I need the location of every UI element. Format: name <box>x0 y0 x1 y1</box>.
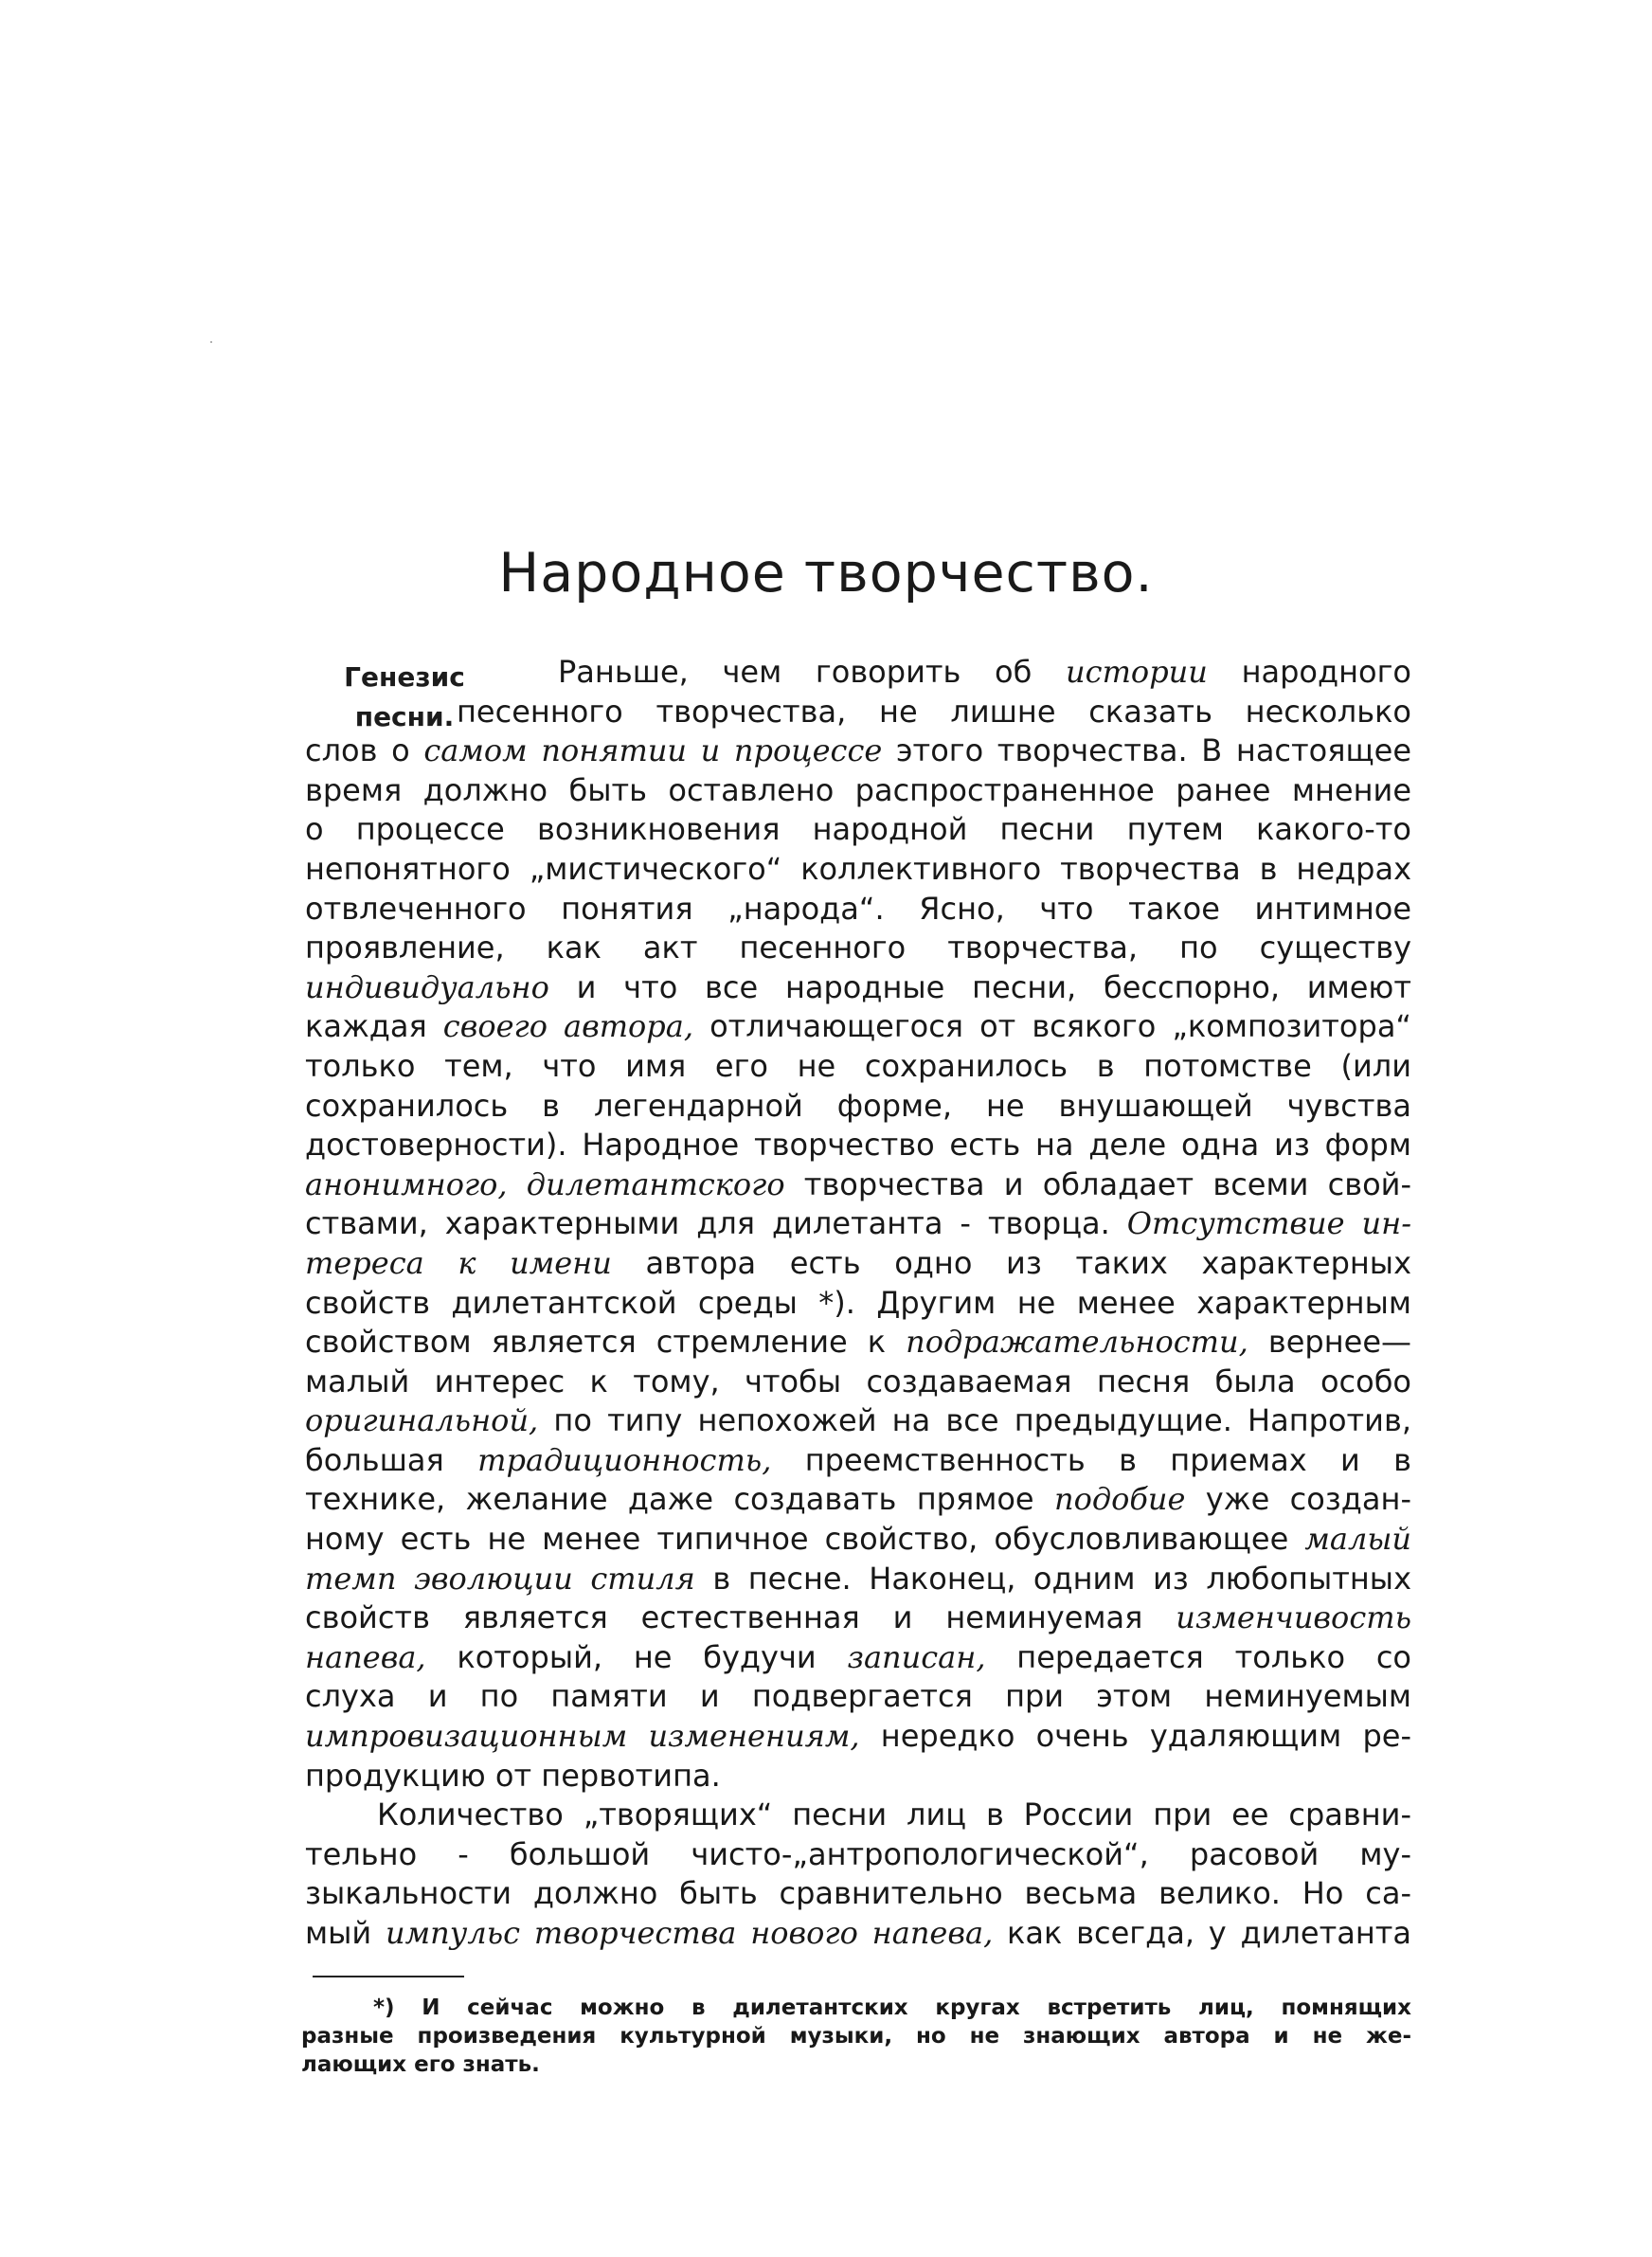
margin-note-line: песни. <box>354 701 455 732</box>
text-line: тельно - большой чисто-„антропологической“, расовой му- <box>305 1835 1411 1872</box>
text-line: анонимного, дилетантского творчества и обладает всеми свой- <box>305 1165 1412 1202</box>
text-line: большая традиционность, преемственность в приемах и в <box>305 1441 1412 1478</box>
text-line: свойством является стремление к подражательности, вернее— <box>305 1324 1412 1361</box>
footnote-line: лающих его знать. <box>301 2052 540 2077</box>
text-line: продукцию от первотипа. <box>305 1757 721 1794</box>
scan-speck <box>210 341 212 343</box>
text-line: зыкальности должно быть сравнительно весьма велико. Но са- <box>305 1875 1411 1912</box>
text-line: слов о самом понятии и процессе этого творчества. В настоящее <box>305 732 1412 769</box>
text-line: мый импульс творчества нового напева, как всегда, у дилетанта <box>305 1915 1412 1951</box>
footnote-divider <box>313 1976 464 1977</box>
text-line: импровизационным изменениям, нередко очень удаляющим ре- <box>305 1718 1412 1755</box>
text-line: слуха и по памяти и подвергается при этом неминуемым <box>305 1678 1411 1715</box>
text-line: сохранилось в легендарной форме, не внушающей чувства <box>305 1087 1411 1124</box>
text-line: свойств дилетантской среды *). Другим не менее характерным <box>305 1284 1411 1321</box>
text-line: Раньше, чем говорить об истории народного <box>558 654 1412 690</box>
text-line: тереса к имени автора есть одно из таких характерных <box>305 1244 1412 1281</box>
text-line: свойств является естественная и неминуемая изменчивость <box>305 1599 1411 1636</box>
footnote-line: *) И сейчас можно в дилетантских кругах встретить лиц, помнящих <box>373 1995 1411 2020</box>
text-line: Количество „творящих“ песни лиц в России при ее сравни- <box>377 1797 1411 1833</box>
text-line: непонятного „мистического“ коллективного творчества в недрах <box>305 850 1411 887</box>
text-line: каждая своего автора, отличающегося от всякого „композитора“ <box>305 1008 1412 1045</box>
text-line: песенного творчества, не лишне сказать несколько <box>457 693 1411 730</box>
text-line: оригинальной, по типу непохожей на все предыдущие. Напротив, <box>305 1402 1411 1439</box>
chapter-title: Народное творчество. <box>498 542 1154 605</box>
text-line: о процессе возникновения народной песни путем какого-то <box>305 811 1411 848</box>
text-line: ствами, характерными для дилетанта - творца. Отсутствие ин- <box>305 1205 1412 1242</box>
text-line: темп эволюции стиля в песне. Наконец, одним из любопытных <box>305 1560 1412 1597</box>
text-line: технике, желание даже создавать прямое подобие уже создан- <box>305 1481 1412 1518</box>
text-line: время должно быть оставлено распространенное ранее мнение <box>305 771 1411 808</box>
text-line: напева, который, не будучи записан, передается только со <box>305 1638 1411 1675</box>
main-text <box>305 653 1411 1954</box>
text-line: малый интерес к тому, чтобы создаваемая песня была особо <box>305 1363 1411 1399</box>
footnote <box>301 1994 1411 2079</box>
margin-note-line: Генезис <box>344 661 465 693</box>
text-line: только тем, что имя его не сохранилось в потомстве (или <box>305 1047 1411 1084</box>
text-line: проявление, как акт песенного творчества, по существу <box>305 930 1411 966</box>
footnote-line: разные произведения культурной музыки, но не знающих автора и не же- <box>301 2024 1411 2049</box>
text-line: достоверности). Народное творчество есть на деле одна из форм <box>305 1127 1411 1164</box>
text-line: отвлеченного понятия „народа“. Ясно, что такое интимное <box>305 890 1411 927</box>
text-line: ному есть не менее типичное свойство, обусловливающее малый <box>305 1521 1411 1558</box>
text-line: индивидуально и что все народные песни, бесспорно, имеют <box>305 968 1411 1005</box>
